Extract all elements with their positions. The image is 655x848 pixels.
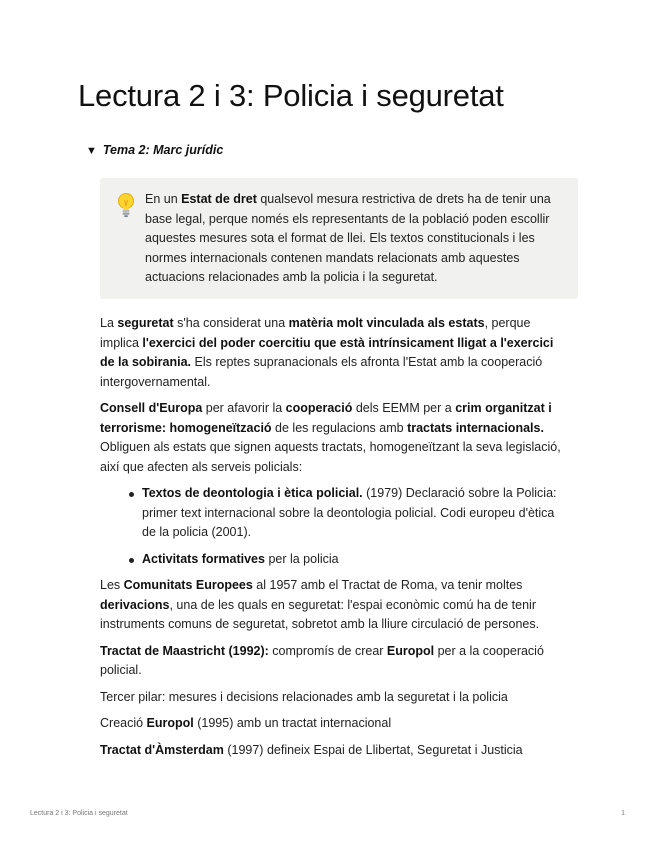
paragraph bbox=[100, 399, 570, 477]
text-run: , una de les quals en seguretat: l'espai econòmic comú ha de tenir instruments comuns de seguretat, sobretot amb la lliure circulació de persones. bbox=[100, 597, 540, 631]
text-run: Tercer pilar: mesures i decisions relacionades amb la seguretat i la policia bbox=[100, 689, 508, 704]
text-run: , perque implica bbox=[100, 316, 531, 350]
bold-text: crim organitzat i terrorisme: homogeneïtzació bbox=[100, 401, 552, 435]
bold-text: derivacions bbox=[100, 597, 170, 612]
text-run: Obliguen als estats que signen aquests tractats, homogeneïtzant la seva legislació, així que afecten als serveis policials: bbox=[100, 440, 561, 474]
paragraph bbox=[100, 688, 570, 708]
bold-text: Europol bbox=[146, 716, 194, 730]
bold-text: Textos de deontologia i ètica policial. bbox=[142, 486, 363, 500]
callout-box bbox=[100, 178, 578, 299]
bold-text: l'exercici del poder coercitiu que està intrínsicament lligat a l'exercici de la sobirania. bbox=[100, 335, 554, 369]
toggle-tema-2[interactable] bbox=[86, 143, 223, 157]
text-run: La bbox=[100, 316, 118, 330]
bold-text: Estat de dret bbox=[181, 192, 257, 206]
bullet-dot-icon bbox=[129, 558, 134, 563]
callout-text bbox=[145, 190, 565, 288]
text-run: s'ha considerat una bbox=[173, 316, 289, 330]
toggle-label: Tema 2: Marc jurídic bbox=[102, 143, 224, 157]
text-run: Creació bbox=[100, 716, 147, 730]
text-run: de les regulacions amb bbox=[271, 420, 408, 435]
text-run: al 1957 amb el Tractat de Roma, va tenir moltes bbox=[252, 578, 523, 592]
lightbulb-icon bbox=[115, 192, 137, 218]
bold-text: Comunitats Europees bbox=[123, 578, 253, 592]
bold-text: Consell d'Europa bbox=[100, 401, 203, 415]
paragraph bbox=[100, 576, 570, 635]
text-run: En un bbox=[145, 192, 182, 206]
bullet-item bbox=[100, 484, 570, 543]
footer-page-number: 1 bbox=[621, 810, 625, 817]
text-run: per a la cooperació policial. bbox=[100, 643, 544, 677]
bold-text: Tractat de Maastricht (1992): bbox=[100, 643, 269, 658]
bullet-list bbox=[100, 484, 570, 569]
text-run: dels EEMM per a bbox=[352, 401, 456, 415]
bold-text: Activitats formatives bbox=[142, 551, 265, 566]
paragraph bbox=[100, 642, 570, 681]
text-run: per la policia bbox=[264, 551, 339, 566]
paragraph bbox=[100, 714, 570, 734]
text-run: (1979) Declaració sobre la Policia: primer text internacional sobre la deontologia policial. Codi europeu d'ètica de la policia (2001). bbox=[142, 486, 557, 539]
footer-title: Lectura 2 i 3: Policia i seguretat bbox=[30, 810, 128, 817]
triangle-down-icon[interactable]: ▼ bbox=[86, 145, 97, 157]
text-run: qualsevol mesura restrictiva de drets ha de tenir una base legal, perque només els representants de la població poden escollir aquestes mesures sota el format de llei. Els textos constitucionals i les normes internacionals contenen mandats relacionats amb aquestes actuacions relacionades amb la policia i la seguretat. bbox=[145, 192, 551, 284]
bold-text: Europol bbox=[386, 643, 435, 658]
bold-text: seguretat bbox=[117, 316, 174, 330]
bold-text: Tractat d'Àmsterdam bbox=[100, 742, 224, 757]
text-run: compromís de crear bbox=[268, 643, 387, 658]
bullet-item bbox=[100, 550, 570, 570]
bold-text: cooperació bbox=[285, 401, 353, 415]
text-run: Les bbox=[100, 578, 124, 592]
page-content bbox=[100, 314, 570, 767]
text-run: (1997) defineix Espai de Llibertat, Seguretat i Justicia bbox=[223, 742, 523, 757]
paragraph bbox=[100, 741, 570, 761]
page-title: Lectura 2 i 3: Policia i seguretat bbox=[78, 78, 504, 113]
bullet-dot-icon bbox=[129, 492, 134, 497]
text-run: Els reptes supranacionals els afronta l'Estat amb la cooperació intergovernamental. bbox=[100, 355, 543, 389]
bold-text: matèria molt vinculada als estats bbox=[288, 316, 485, 330]
text-run: (1995) amb un tractat internacional bbox=[193, 716, 392, 730]
bold-text: tractats internacionals. bbox=[407, 420, 544, 435]
paragraph bbox=[100, 314, 570, 392]
text-run: per afavorir la bbox=[202, 401, 286, 415]
